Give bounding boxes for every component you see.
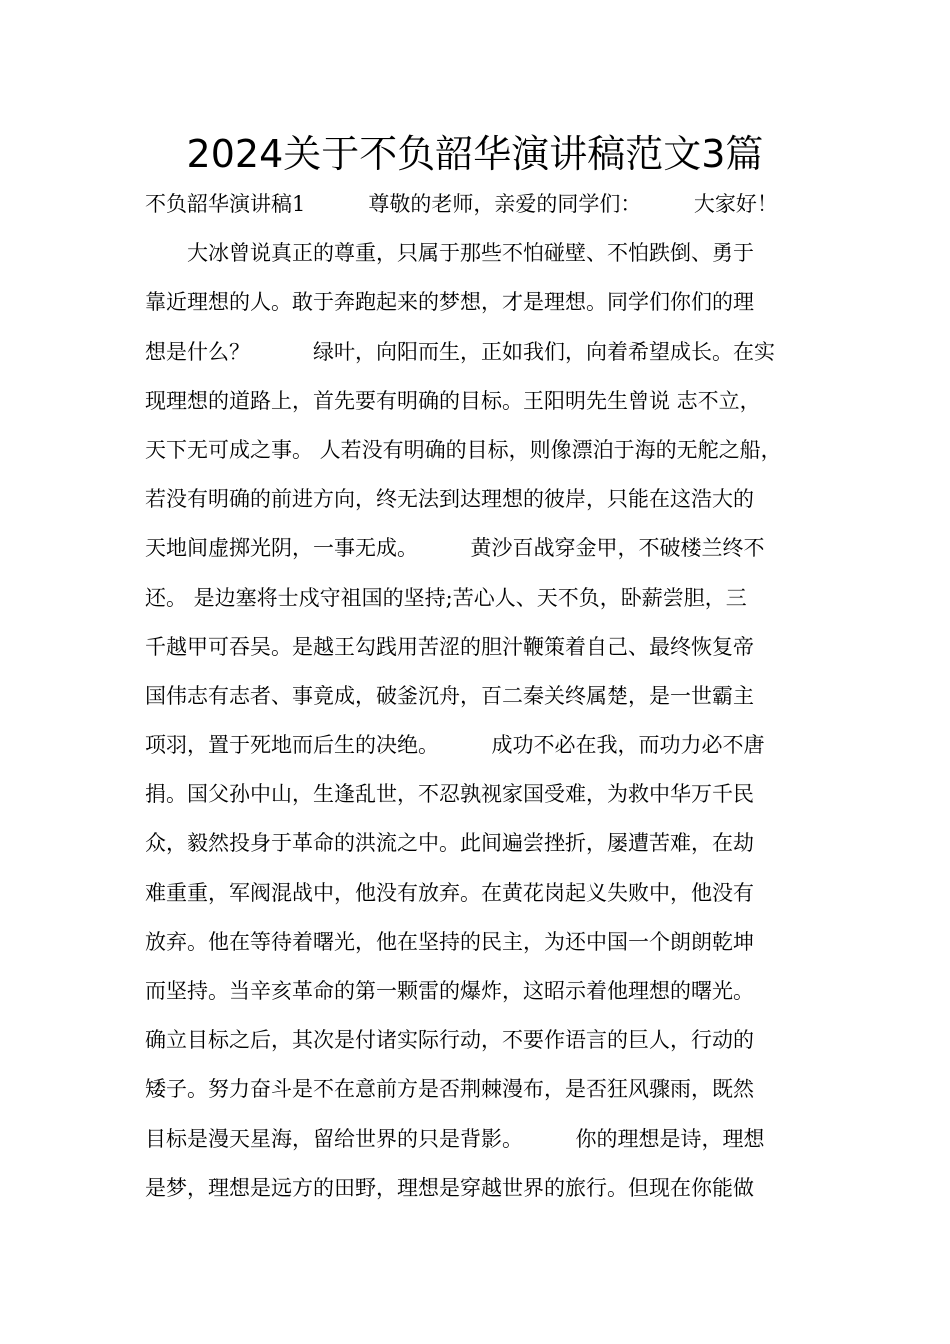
body-line: 是梦，理想是远方的田野，理想是穿越世界的旅行。但现在你能做 xyxy=(145,1175,754,1200)
body-line: 难重重，军阀混战中，他没有放弃。在黄花岗起义失败中，他没有 xyxy=(145,880,754,905)
body-line: 千越甲可吞吴。是越王勾践用苦涩的胆汁鞭策着自己、最终恢复帝 xyxy=(145,634,754,659)
body-line: 不负韶华演讲稿1 尊敬的老师，亲爱的同学们： 大家好！ xyxy=(145,192,778,216)
document-body xyxy=(145,180,825,1213)
body-line: 还。 是边塞将士戍守祖国的坚持;苦心人、天不负，卧薪尝胆，三 xyxy=(145,585,747,610)
body-line: 目标是漫天星海，留给世界的只是背影。 你的理想是诗，理想 xyxy=(145,1126,765,1151)
body-line: 大冰曾说真正的尊重，只属于那些不怕碰壁、不怕跌倒、勇于 xyxy=(145,241,754,266)
body-line: 而坚持。当辛亥革命的第一颗雷的爆炸，这昭示着他理想的曙光。 xyxy=(145,979,754,1003)
body-line: 靠近理想的人。敢于奔跑起来的梦想，才是理想。同学们你们的理 xyxy=(145,290,754,315)
body-line: 天下无可成之事。 人若没有明确的目标，则像漂泊于海的无舵之船， xyxy=(145,437,782,462)
body-line: 想是什么？ 绿叶，向阳而生，正如我们，向着希望成长。在实 xyxy=(145,339,775,364)
document-title: 2024关于不负韶华演讲稿范文3篇 xyxy=(186,132,764,176)
body-line: 天地间虚掷光阴，一事无成。 黄沙百战穿金甲，不破楼兰终不 xyxy=(145,536,765,561)
body-line: 项羽，置于死地而后生的决绝。 成功不必在我，而功力必不唐 xyxy=(145,733,765,758)
body-line: 放弃。他在等待着曙光，他在坚持的民主，为还中国一个朗朗乾坤 xyxy=(145,929,754,954)
body-line: 确立目标之后，其次是付诸实际行动，不要作语言的巨人，行动的 xyxy=(145,1028,754,1053)
body-line: 矮子。努力奋斗是不在意前方是否荆棘漫布，是否狂风骤雨，既然 xyxy=(145,1077,754,1102)
body-line: 若没有明确的前进方向，终无法到达理想的彼岸，只能在这浩大的 xyxy=(145,487,754,512)
body-line: 捐。国父孙中山，生逢乱世，不忍孰视家国受难，为救中华万千民 xyxy=(145,782,754,807)
body-line: 国伟志有志者、事竟成，破釜沉舟，百二秦关终属楚，是一世霸主 xyxy=(145,683,754,708)
body-line: 现理想的道路上，首先要有明确的目标。王阳明先生曾说 志不立， xyxy=(145,388,761,413)
body-line: 众，毅然投身于革命的洪流之中。此间遍尝挫折，屡遭苦难，在劫 xyxy=(145,831,754,856)
